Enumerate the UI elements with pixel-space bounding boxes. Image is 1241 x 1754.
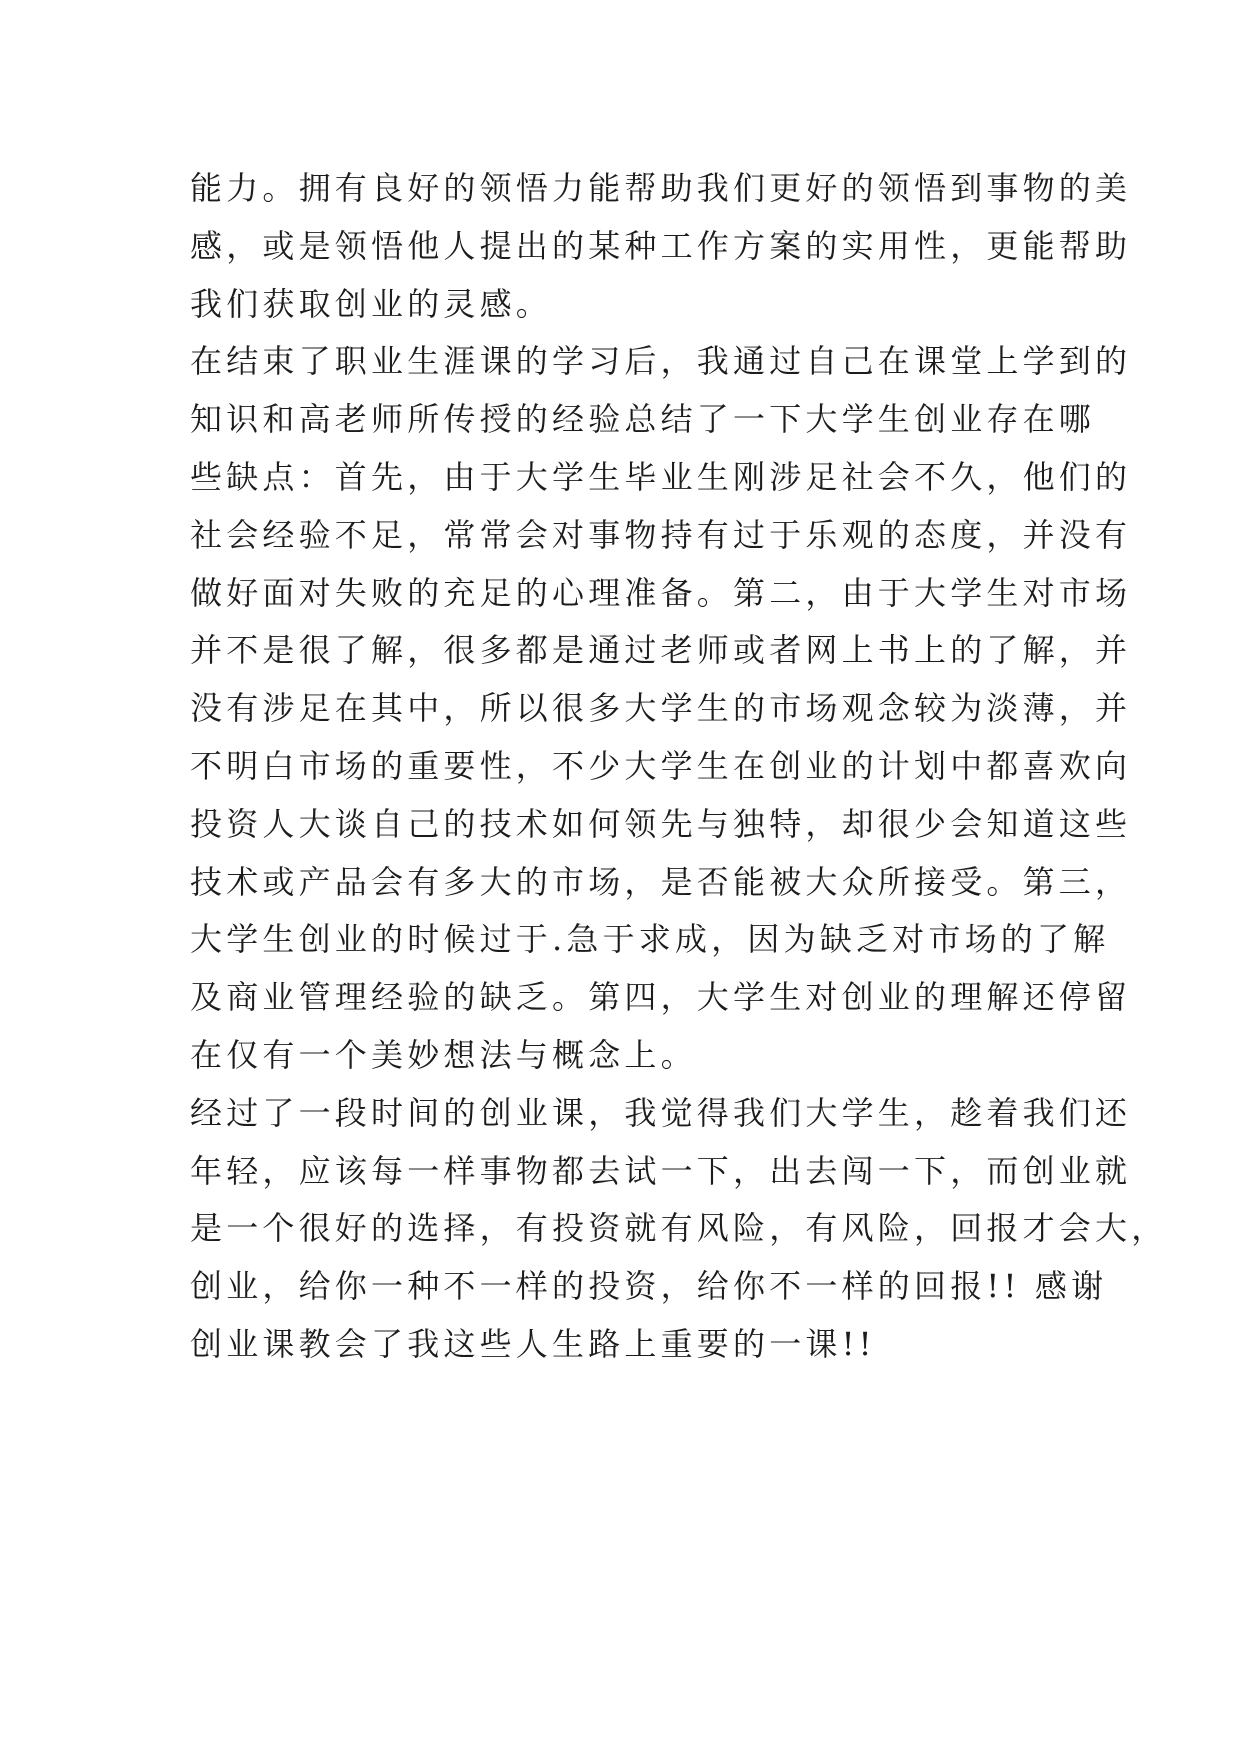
text-line: 没有涉足在其中，所以很多大学生的市场观念较为淡薄，并 [190, 689, 1132, 728]
text-line: 我们获取创业的灵感。 [190, 284, 553, 323]
text-line: 不明白市场的重要性，不少大学生在创业的计划中都喜欢向 [190, 746, 1132, 785]
text-line: 并不是很了解，很多都是通过老师或者网上书上的了解，并 [190, 631, 1132, 670]
text-line: 些缺点：首先，由于大学生毕业生刚涉足社会不久，他们的 [190, 457, 1132, 496]
text-line: 在结束了职业生涯课的学习后，我通过自己在课堂上学到的 [190, 342, 1132, 381]
text-line: 在仅有一个美妙想法与概念上。 [190, 1035, 697, 1074]
text-line: 做好面对失败的充足的心理准备。第二，由于大学生对市场 [190, 573, 1132, 612]
text-line: 社会经验不足，常常会对事物持有过于乐观的态度，并没有 [190, 515, 1132, 554]
text-line: 知识和高老师所传授的经验总结了一下大学生创业存在哪 [190, 400, 1096, 439]
text-line: 创业，给你一种不一样的投资，给你不一样的回报!! 感谢 [190, 1267, 1108, 1306]
text-line: 是一个很好的选择，有投资就有风险，有风险，回报才会大， [190, 1209, 1168, 1248]
text-line: 及商业管理经验的缺乏。第四，大学生对创业的理解还停留 [190, 978, 1132, 1017]
text-line: 经过了一段时间的创业课，我觉得我们大学生，趁着我们还 [190, 1093, 1132, 1132]
text-line: 技术或产品会有多大的市场，是否能被大众所接受。第三， [190, 862, 1132, 901]
text-line: 创业课教会了我这些人生路上重要的一课!! [190, 1324, 876, 1363]
text-line: 感，或是领悟他人提出的某种工作方案的实用性，更能帮助 [190, 226, 1132, 265]
text-line: 投资人大谈自己的技术如何领先与独特，却很少会知道这些 [190, 804, 1132, 843]
text-line: 大学生创业的时候过于.急于求成，因为缺乏对市场的了解 [190, 920, 1110, 959]
body-text [190, 160, 1168, 1374]
text-line: 能力。拥有良好的领悟力能帮助我们更好的领悟到事物的美 [190, 169, 1132, 207]
text-line: 年轻，应该每一样事物都去试一下，出去闯一下，而创业就 [190, 1151, 1132, 1190]
